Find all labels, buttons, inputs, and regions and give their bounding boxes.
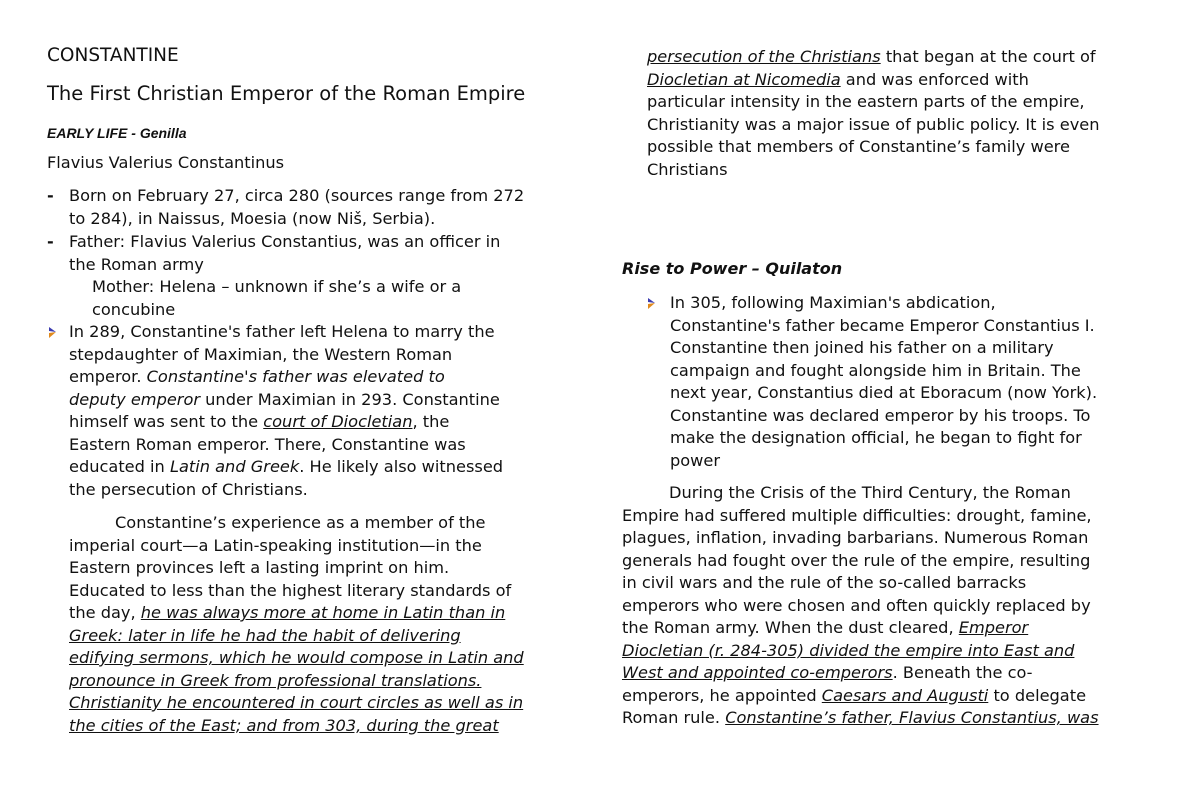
text-line: pronounce in Greek from professional translations.	[69, 670, 482, 690]
dash-item-birth	[47, 185, 579, 230]
dash-item-father	[47, 231, 579, 276]
italic-span: Constantine's father was elevated to	[146, 367, 445, 386]
text-span: himself was sent to the	[69, 412, 264, 431]
text-line: Educated to less than the highest literary standards of	[69, 580, 512, 600]
text-line: Constantine then joined his father on a military	[670, 338, 1054, 357]
text-line: Christianity he encountered in court circles as well as in	[69, 693, 524, 712]
text-line	[647, 46, 1100, 69]
text-line: generals had fought over the rule of the empire, resulting	[622, 550, 1091, 570]
text-span: educated in	[69, 457, 170, 476]
bullet-item-305	[670, 292, 1097, 472]
text-line: campaign and fought alongside him in Britain. The	[670, 360, 1081, 380]
text-line: the persecution of Christians.	[69, 479, 308, 499]
text-line: Empire had suffered multiple difficulties: drought, famine,	[622, 505, 1092, 525]
text-line: make the designation official, he began to fight for	[670, 428, 1082, 447]
dash-bullet: -	[47, 186, 54, 205]
underlined-span: Diocletian at Nicomedia	[647, 69, 841, 89]
text-line: to 284), in Naissus, Moesia (now Niš, Serbia).	[69, 208, 436, 228]
italic-span: Latin and Greek	[169, 457, 300, 476]
paragraph-crisis	[622, 482, 1099, 730]
full-name: Flavius Valerius Constantinus	[47, 153, 285, 172]
text-line: plagues, inflation, invading barbarians. Numerous Roman	[622, 528, 1089, 547]
text-line: next year, Constantius died at Eboracum (now York).	[670, 383, 1098, 402]
text-line: Eastern Roman emperor. There, Constantine was	[69, 434, 466, 454]
text-line: Born on February 27, circa 280 (sources range from 272	[69, 186, 525, 205]
text-line	[647, 69, 1100, 92]
text-line: Constantine's father became Emperor Constantius I.	[670, 315, 1095, 335]
text-line	[69, 602, 524, 625]
text-line: the cities of the East; and from 303, during the great	[69, 715, 499, 735]
text-line: Eastern provinces left a lasting imprint on him.	[69, 558, 450, 577]
arrow-bullet-icon	[647, 298, 656, 309]
text-line: power	[670, 450, 721, 470]
text-span: . He likely also witnessed	[299, 457, 504, 476]
dash-bullet: -	[47, 232, 54, 251]
section-heading-early-life: EARLY LIFE - Genilla	[47, 125, 187, 141]
mother-text	[92, 276, 461, 321]
underlined-span: court of Diocletian	[263, 412, 413, 431]
underlined-span: he was always more at home in Latin than in	[140, 603, 506, 622]
text-line: concubine	[92, 299, 176, 319]
underlined-span: Caesars and Augusti	[821, 685, 989, 705]
text-line: edifying sermons, which he would compose in Latin and	[69, 648, 524, 667]
italic-span: deputy emperor	[69, 389, 201, 409]
text-line	[622, 707, 1099, 730]
text-line: Constantine was declared emperor by his troops. To	[670, 405, 1091, 425]
text-line: in civil wars and the rule of the so-called barracks	[622, 573, 1027, 592]
text-line: possible that members of Constantine’s family were	[647, 137, 1070, 156]
text-line: In 289, Constantine's father left Helena to marry the	[69, 322, 495, 341]
text-span: that began at the court of	[880, 47, 1096, 66]
text-line: stepdaughter of Maximian, the Western Roman	[69, 344, 453, 364]
text-line	[69, 411, 503, 434]
text-line	[69, 456, 503, 479]
text-line	[622, 662, 1099, 685]
bullet-item-289	[69, 321, 503, 501]
underlined-span: Constantine’s father, Flavius Constantius, was	[725, 708, 1099, 727]
document-title: CONSTANTINE	[47, 45, 179, 66]
text-span: the day,	[69, 603, 141, 622]
text-line: Mother: Helena – unknown if she’s a wife or a	[92, 277, 462, 296]
text-span: and was enforced with	[840, 69, 1029, 89]
text-span: under Maximian in 293. Constantine	[200, 389, 500, 409]
text-line: In 305, following Maximian's abdication,	[670, 293, 996, 312]
paragraph-experience	[69, 512, 524, 737]
text-line: Diocletian (r. 284-305) divided the empire into East and	[622, 640, 1075, 660]
underlined-span: persecution of the Christians	[647, 47, 881, 66]
text-span: emperor.	[69, 367, 147, 386]
underlined-span: West and appointed co-emperors	[622, 663, 893, 682]
text-line	[622, 617, 1099, 640]
text-line: Christianity was a major issue of public policy. It is even	[647, 114, 1100, 134]
text-line	[69, 389, 503, 412]
text-span: the Roman army. When the dust cleared,	[622, 618, 959, 637]
text-span: to delegate	[988, 685, 1087, 705]
text-line	[622, 685, 1099, 708]
text-line: particular intensity in the eastern parts of the empire,	[647, 92, 1085, 111]
text-line: During the Crisis of the Third Century, the Roman	[669, 483, 1071, 502]
document-subtitle: The First Christian Emperor of the Roman Empire	[47, 82, 526, 105]
section-heading-rise-to-power: Rise to Power – Quilaton	[622, 259, 843, 278]
text-span: emperors, he appointed	[622, 685, 822, 705]
text-span: , the	[412, 412, 450, 431]
text-line: Greek: later in life he had the habit of delivering	[69, 625, 461, 645]
arrow-bullet-icon	[48, 327, 57, 338]
text-line: emperors who were chosen and often quickly replaced by	[622, 595, 1091, 615]
text-line	[69, 366, 503, 389]
text-line: Father: Flavius Valerius Constantius, was an officer in	[69, 232, 501, 251]
text-line: Christians	[647, 159, 728, 179]
text-span: Roman rule.	[622, 708, 726, 727]
paragraph-continued	[647, 46, 1100, 181]
text-line: Constantine’s experience as a member of the	[115, 513, 486, 532]
text-line: the Roman army	[69, 254, 204, 274]
underlined-span: Emperor	[958, 618, 1029, 637]
text-line: imperial court—a Latin-speaking institution—in the	[69, 535, 482, 555]
text-span: . Beneath the co-	[892, 663, 1033, 682]
